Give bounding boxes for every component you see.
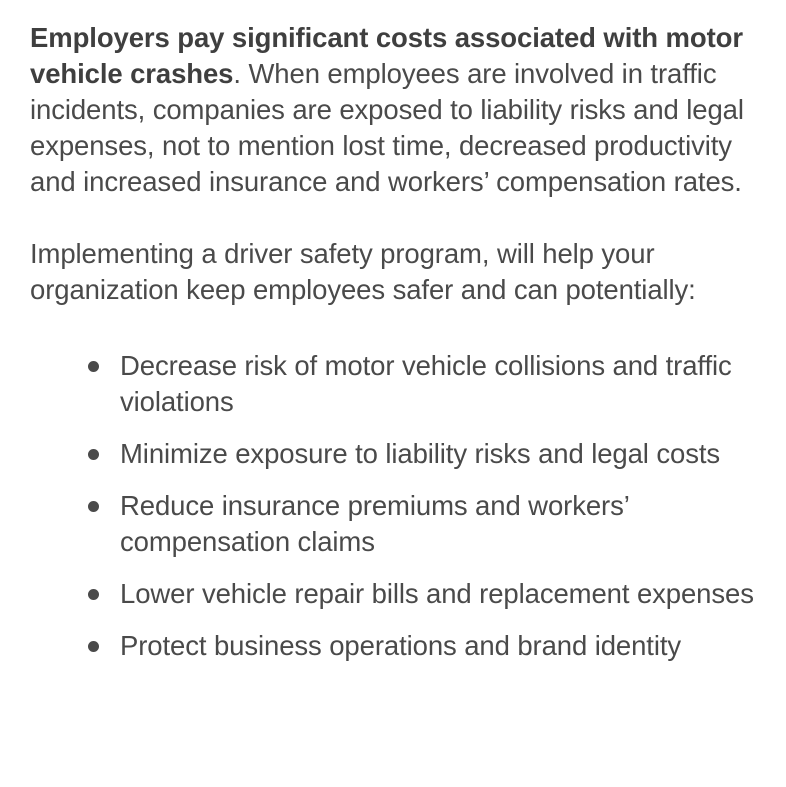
bullet-icon: [88, 449, 99, 460]
benefit-text: Lower vehicle repair bills and replacement expenses: [120, 578, 754, 609]
list-item: [30, 348, 782, 420]
bullet-icon: [88, 641, 99, 652]
intro-text: . When employees are involved in traffic incidents, companies are exposed to liability risks and legal expenses, not to mention lost time, decreased productivity and increased insurance and workers’ compensation rates.: [30, 58, 744, 197]
list-item: [30, 436, 782, 472]
bullet-icon: [88, 589, 99, 600]
benefit-text: Decrease risk of motor vehicle collisions and traffic violations: [120, 350, 732, 417]
list-item: [30, 628, 782, 664]
intro-paragraph: [30, 20, 782, 200]
program-paragraph: Implementing a driver safety program, will help your organization keep employees safer and can potentially:: [30, 238, 696, 305]
intro-bold-lead: Employers pay significant costs associated with motor vehicle crashes: [30, 22, 743, 89]
article-body: [30, 20, 782, 680]
benefit-text: Reduce insurance premiums and workers’ compensation claims: [120, 490, 629, 557]
bullet-icon: [88, 361, 99, 372]
bullet-icon: [88, 501, 99, 512]
list-item: [30, 576, 782, 612]
benefits-list: [30, 348, 782, 664]
benefit-text: Protect business operations and brand identity: [120, 630, 682, 661]
benefit-text: Minimize exposure to liability risks and legal costs: [120, 438, 721, 469]
list-item: [30, 488, 782, 560]
